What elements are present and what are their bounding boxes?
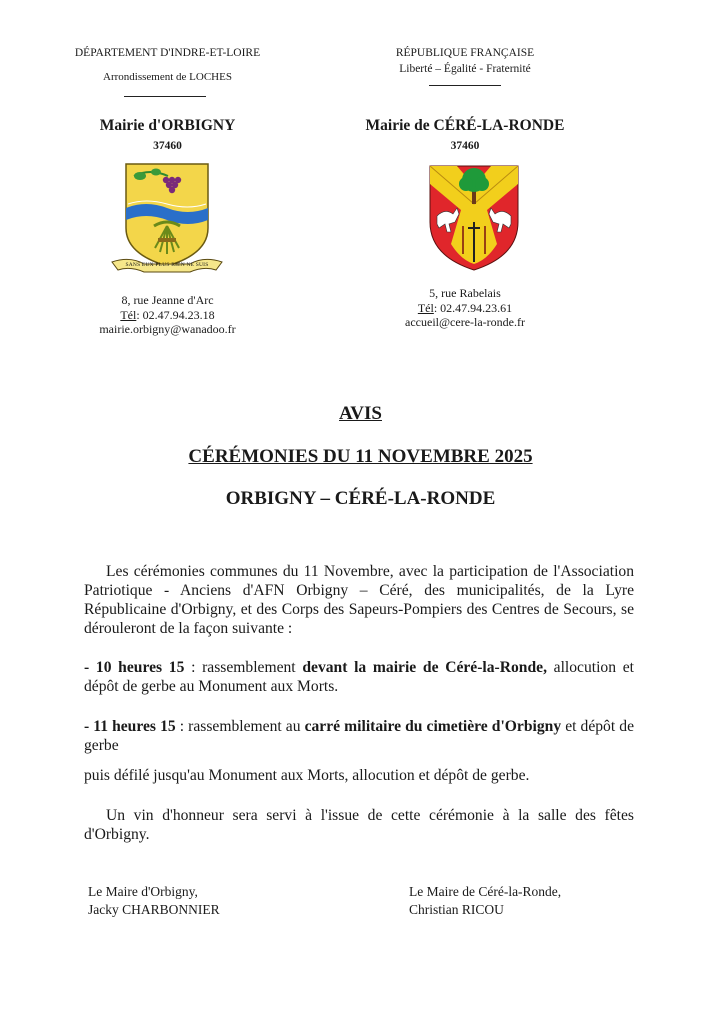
avis-title: AVIS: [339, 403, 382, 424]
item1-text-a: : rassemblement: [184, 659, 303, 676]
orbigny-street: 8, rue Jeanne d'Arc: [121, 293, 214, 307]
signature-right-title: Le Maire de Céré-la-Ronde,: [409, 884, 562, 899]
signature-right-name: Christian RICOU: [409, 902, 504, 917]
orbigny-motto-ribbon: SANS EUX PLUS RIEN NE SUIS: [125, 262, 209, 268]
orbigny-address: [50, 293, 285, 337]
cere-email[interactable]: accueil@cere-la-ronde.fr: [405, 315, 525, 329]
schedule-item-2-continued: puis défilé jusqu'au Monument aux Morts, allocution et dépôt de gerbe.: [84, 767, 530, 784]
orbigny-postcode: 37460: [153, 140, 182, 152]
republique-devise: Liberté – Égalité - Fraternité: [399, 63, 531, 75]
item2-text-b: et dépôt de gerbe: [84, 718, 634, 754]
right-divider: [429, 85, 501, 86]
cere-coat-of-arms: [427, 164, 521, 272]
item2-place: carré militaire du cimetière d'Orbigny: [304, 718, 562, 735]
orbigny-tel-value: : 02.47.94.23.18: [136, 307, 215, 322]
orbigny-phone: [50, 308, 285, 323]
intro-paragraph: Les cérémonies communes du 11 Novembre, avec la participation de l'Association Patriotique - Anciens d'AFN Orbigny – Céré, des municipalités, de la Lyre Républicaine d'Orbigny, et des Corps des Sapeurs-Pompiers des Centres de Secours, se dérouleront de la façon suivante :: [84, 563, 634, 637]
item1-time: - 10 heures 15: [84, 659, 185, 676]
cere-tel-value: : 02.47.94.23.61: [433, 300, 513, 315]
signature-left: [88, 883, 308, 919]
orbigny-mairie-title: Mairie d'ORBIGNY: [99, 117, 236, 134]
cere-address: [345, 286, 585, 330]
item2-time: - 11 heures 15: [84, 718, 176, 735]
arrondissement-label: Arrondissement de LOCHES: [103, 71, 232, 83]
department-label: DÉPARTEMENT D'INDRE-ET-LOIRE: [74, 47, 261, 59]
item1-place: devant la mairie de Céré-la-Ronde,: [302, 659, 547, 676]
schedule-item-2: [84, 717, 634, 755]
ceremonies-title: CÉRÉMONIES DU 11 NOVEMBRE 2025: [188, 446, 533, 467]
orbigny-email[interactable]: mairie.orbigny@wanadoo.fr: [99, 322, 236, 336]
signature-left-name: Jacky CHARBONNIER: [88, 902, 220, 917]
closing-paragraph: Un vin d'honneur sera servi à l'issue de cette cérémonie à la salle des fêtes d'Orbigny.: [84, 807, 634, 843]
signature-left-title: Le Maire d'Orbigny,: [88, 884, 198, 899]
cere-phone: [345, 301, 585, 316]
item1-text-b: allocution et dépôt de gerbe au Monument aux Morts.: [84, 659, 634, 695]
item2-text-a: : rassemblement au: [175, 718, 305, 735]
signature-right: [409, 883, 649, 919]
cere-mairie-title: Mairie de CÉRÉ-LA-RONDE: [365, 117, 565, 134]
schedule-item-1: [84, 658, 634, 696]
cere-postcode: 37460: [450, 140, 480, 152]
republique-label: RÉPUBLIQUE FRANÇAISE: [395, 47, 535, 59]
cere-street: 5, rue Rabelais: [429, 286, 501, 300]
cere-tel-label: Tél: [417, 300, 434, 315]
communes-title: ORBIGNY – CÉRÉ-LA-RONDE: [225, 488, 496, 509]
orbigny-tel-label: Tél: [120, 307, 137, 322]
left-divider: [124, 96, 206, 97]
